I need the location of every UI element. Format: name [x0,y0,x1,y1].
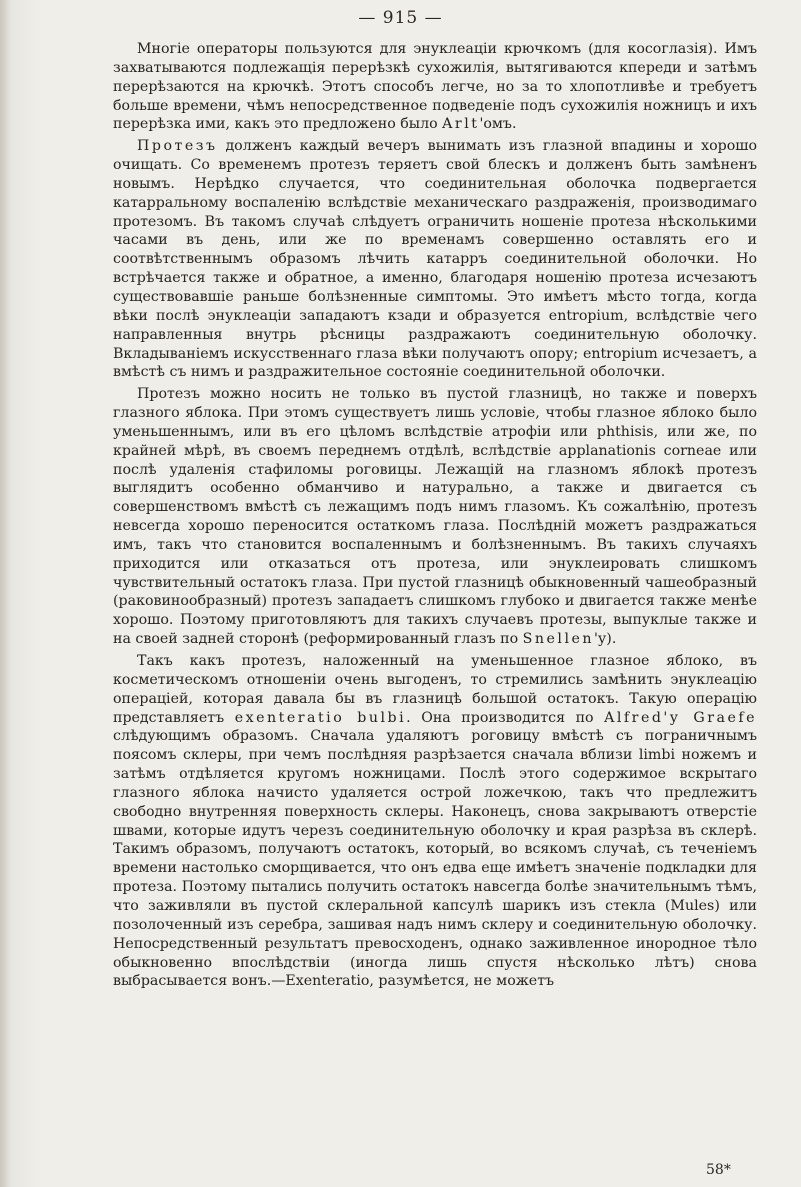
text-run: Многіе операторы пользуются для энуклеаціи крючкомъ (для косоглазія). Имъ захватываются подлежащія перерѣзкѣ сухожилія, вытягиваются кпереди и затѣмъ перерѣзаются на крючкѣ. Этотъ способъ легче, но за то хлопотливѣе и требуетъ больше времени, чѣмъ непосредственное подведеніе подъ сухожилія ножницъ и ихъ перерѣзка ими, какъ это предложено было [113,41,757,133]
paragraph [113,137,757,382]
paragraph [113,40,757,134]
text-run: 'у). [594,631,617,648]
text-run: слѣдующимъ образомъ. Сначала удаляютъ роговицу вмѣстѣ съ пограничнымъ поясомъ склеры, при чемъ послѣдняя разрѣзается сначала вблизи limbi ножемъ и затѣмъ отдѣляется кругомъ ножницами. Послѣ этого содержимое вскрытаго глазного яблока начисто удаляется острой ложечкою, такъ что предлежитъ свободно внутренняя поверхность склеры. Наконецъ, снова закрываютъ отверстіе швами, которые идутъ черезъ соединительную оболочку и края разрѣза въ склерѣ. Такимъ образомъ, получаютъ остатокъ, который, во всякомъ случаѣ, съ теченіемъ времени настолько сморщивается, что онъ едва еще имѣетъ значеніе подкладки для протеза. Поэтому пытались получить остатокъ навсегда болѣе значительнымъ тѣмъ, что заживляли въ пустой склеральной капсулѣ шарикъ изъ стекла (Mules) или позолоченный изъ серебра, зашивая надъ нимъ склеру и соединительную оболочку. Непосредственный результатъ превосходенъ, однако заживленное инородное тѣло обыкновенно впослѣдствіи (иногда лишь спустя нѣсколько лѣтъ) снова выбрасывается вонъ.—Exenteratio, разумѣется, не можетъ [113,728,757,990]
author-name: Alfred'y Graefe [604,709,757,726]
paragraph [113,385,757,649]
binding-shadow [0,0,10,1187]
text-run: 'омъ. [479,116,517,133]
text-run: долженъ каждый вечеръ вынимать изъ глазной впадины и хорошо очищать. Со временемъ протезъ теряетъ свой блескъ и долженъ быть замѣненъ новымъ. Нерѣдко случается, что соединительная оболочка подвергается катарральному воспаленію вслѣдствіе механическаго раздраженія, производимаго протезомъ. Въ такомъ случаѣ слѣдуетъ ограничить ношеніе протеза нѣсколькими часами въ день, или же по временамъ совершенно оставлять его и соотвѣтственнымъ образомъ лѣчить катарръ соединительной оболочки. Но встрѣчается также и обратное, а именно, благодаря ношенію протеза исчезаютъ существовавшіе раньше болѣзненные симптомы. Это имѣетъ мѣсто тогда, когда вѣки послѣ энуклеаціи западаютъ кзади и образуется entropium, вслѣдствіе чего направленныя внутрь рѣсницы раздражаютъ соединительную оболочку. Вкладываніемъ искусственнаго глаза вѣки получаютъ опору; entropium исчезаетъ, а вмѣстѣ съ нимъ и раздражительное состояніе соединительной оболочки. [113,138,757,381]
text-run: Такъ какъ протезъ, наложенный на уменьшенное глазное яблоко, въ косметическомъ отношеніи очень выгоденъ, то стремились замѣнить энуклеацію операціей, которая давала бы въ глазницѣ большой остатокъ. Такую операцію представляетъ [113,653,757,726]
author-name: Snellen [522,631,595,648]
text-run: . Она производится по [406,709,605,726]
author-name: Arlt [442,116,480,133]
body-text [113,40,757,994]
page-number: — 915 — [358,8,443,28]
printer-signature: 58* [706,1162,731,1178]
paragraph [113,652,757,991]
emphasized-term: exenteratio bulbi [234,709,407,726]
text-run: Протезъ можно носить не только въ пустой глазницѣ, но также и поверхъ глазного яблока. При этомъ существуетъ лишь условіе, чтобы глазное яблоко было уменьшеннымъ, или въ его цѣломъ вслѣдствіе атрофіи или phthisis, или же, по крайней мѣрѣ, въ своемъ переднемъ отдѣлѣ, вслѣдствіе applanationis corneae или послѣ удаленія стафиломы роговицы. Лежащій на глазномъ яблокѣ протезъ выглядитъ особенно обманчиво и натурально, а также и двигается съ совершенствомъ вмѣстѣ съ лежащимъ подъ нимъ глазомъ. Къ сожалѣнію, протезъ невсегда хорошо переносится остаткомъ глаза. Послѣдній можетъ раздражаться имъ, такъ что становится воспаленнымъ и болѣзненнымъ. Въ такихъ случаяхъ приходится или отказаться отъ протеза, или энуклеировать слишкомъ чувствительный остатокъ глаза. При пустой глазницѣ обыкновенный чашеобразный (раковинообразный) протезъ западаетъ слишкомъ глубоко и двигается также менѣе хорошо. Поэтому приготовляютъ для такихъ случаевъ протезы, выпуклые также и на своей задней сторонѣ (реформированный глазъ по [113,386,757,648]
emphasized-term: Протезъ [137,138,218,155]
